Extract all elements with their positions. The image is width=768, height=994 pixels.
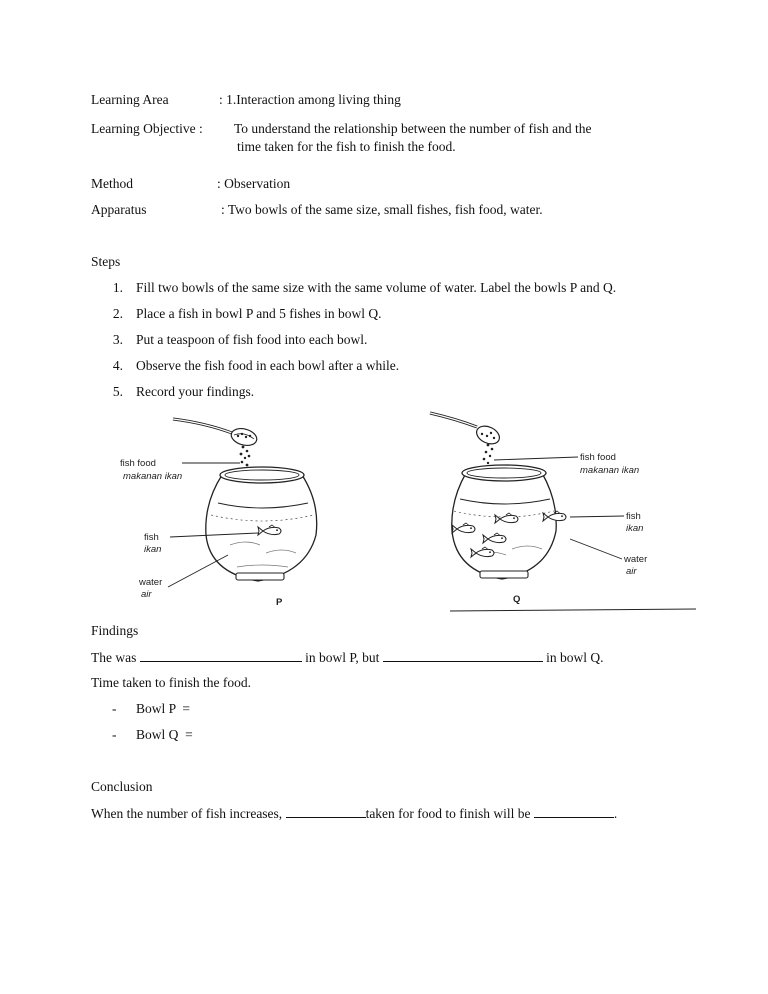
bowl-q xyxy=(430,413,696,611)
fishbowl-icon xyxy=(206,467,317,581)
bowl-p xyxy=(120,419,317,608)
step-number: 3. xyxy=(112,332,123,347)
water-label-ms: air xyxy=(626,566,637,577)
blank-bowl-p[interactable] xyxy=(140,649,302,662)
findings-text-a: The was xyxy=(91,650,137,665)
fish-food-label: fish food xyxy=(120,458,156,469)
bowl-q-label: Q xyxy=(513,594,521,605)
findings-heading: Findings xyxy=(91,623,139,638)
spoon-icon xyxy=(430,413,502,447)
step-number: 4. xyxy=(112,358,123,373)
learning-objective-line1: To understand the relationship between the number of fish and the xyxy=(234,121,592,136)
step-text: Observe the fish food in each bowl after a while. xyxy=(136,358,400,373)
blank-time[interactable] xyxy=(286,805,366,818)
blank-bowl-q[interactable] xyxy=(383,649,543,662)
bowl-p-time: Bowl P = xyxy=(136,701,190,716)
fish-food-label-ms: makanan ikan xyxy=(123,471,183,482)
conclusion-sentence xyxy=(91,805,617,822)
fish-label-ms: ikan xyxy=(626,523,644,534)
apparatus-label: Apparatus xyxy=(91,202,147,217)
step-number: 2. xyxy=(112,306,123,321)
conclusion-text-b: taken for food to finish will be xyxy=(365,806,531,821)
water-label: water xyxy=(624,554,648,565)
spoon-icon xyxy=(173,419,259,448)
fish-label: fish xyxy=(144,532,159,543)
fishbowl-icon xyxy=(452,465,556,579)
bullet-dash: - xyxy=(112,701,117,716)
step-text: Record your findings. xyxy=(136,384,255,399)
step-number: 1. xyxy=(112,280,123,295)
steps-heading: Steps xyxy=(91,254,121,269)
conclusion-end: . xyxy=(613,806,618,821)
step-text: Put a teaspoon of fish food into each bowl. xyxy=(136,332,368,347)
fish-food-label: fish food xyxy=(580,452,616,463)
blank-result[interactable] xyxy=(534,805,614,818)
findings-text-b: in bowl P, but xyxy=(305,650,380,665)
conclusion-heading: Conclusion xyxy=(91,779,153,794)
fish-bowl-diagram xyxy=(110,405,700,615)
bullet-dash: - xyxy=(112,727,117,742)
water-label-ms: air xyxy=(141,589,152,600)
bowl-q-time: Bowl Q = xyxy=(136,727,193,742)
method-value: : Observation xyxy=(217,176,291,191)
time-taken-label: Time taken to finish the food. xyxy=(91,675,251,690)
apparatus-value: : Two bowls of the same size, small fishes, fish food, water. xyxy=(221,202,543,217)
water-label: water xyxy=(139,577,163,588)
conclusion-text-a: When the number of fish increases, xyxy=(91,806,283,821)
learning-objective-line2: time taken for the fish to finish the food. xyxy=(237,139,456,154)
fish-food-label-ms: makanan ikan xyxy=(580,465,640,476)
learning-objective-label: Learning Objective : xyxy=(91,121,203,136)
step-text: Fill two bowls of the same size with the same volume of water. Label the bowls P and Q. xyxy=(136,280,617,295)
step-number: 5. xyxy=(112,384,123,399)
step-text: Place a fish in bowl P and 5 fishes in bowl Q. xyxy=(136,306,382,321)
fish-label-ms: ikan xyxy=(144,544,162,555)
method-label: Method xyxy=(91,176,133,191)
learning-area-value: : 1.Interaction among living thing xyxy=(219,92,401,107)
fish-label: fish xyxy=(626,511,641,522)
learning-area-label: Learning Area xyxy=(91,92,169,107)
bowl-p-label: P xyxy=(276,597,283,608)
findings-sentence xyxy=(91,649,604,666)
findings-text-c: in bowl Q. xyxy=(546,650,604,665)
